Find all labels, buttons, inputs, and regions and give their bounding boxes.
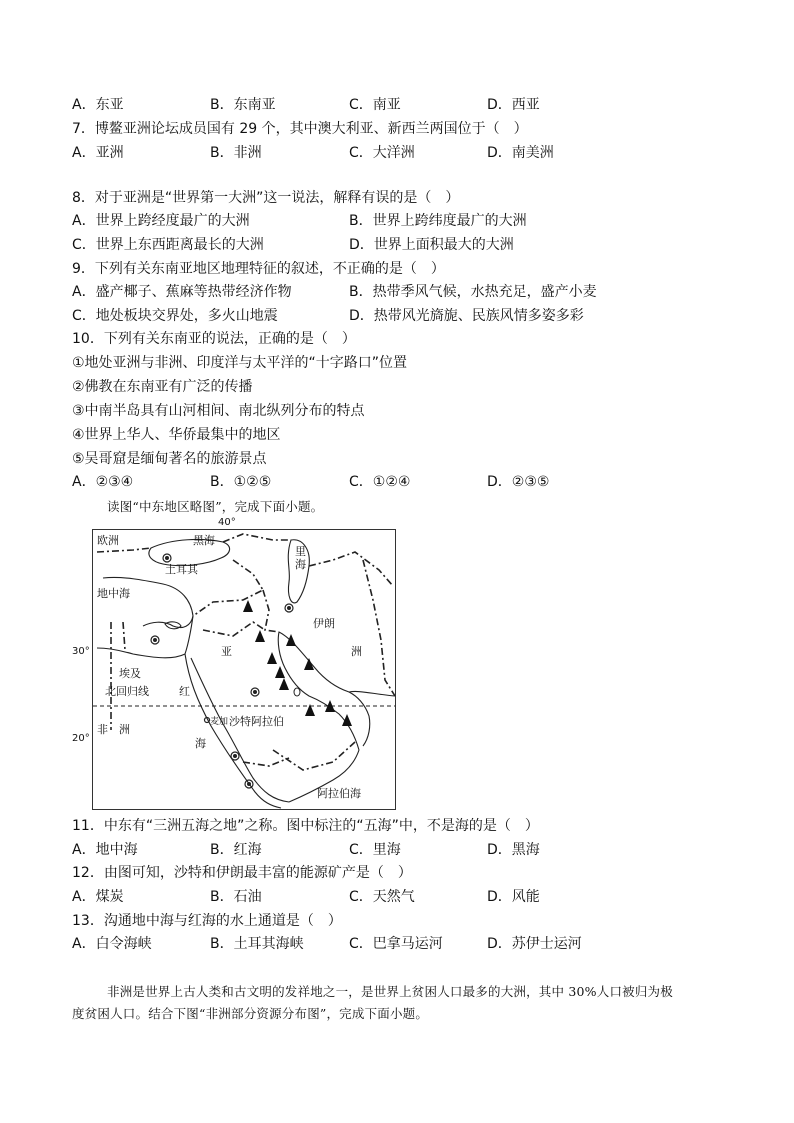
q10-statement-1: ①地处亚洲与非洲、印度洋与太平洋的“十字路口”位置 <box>72 355 408 371</box>
oil-derrick-icon <box>243 600 253 612</box>
red-sea-east-coast <box>191 658 289 802</box>
q9-stem: 9．下列有关东南亚地区地理特征的叙述，不正确的是（ ） <box>72 261 445 277</box>
iran-south-coast <box>349 691 395 696</box>
oil-derrick-icon <box>267 652 277 664</box>
map-label-caspian-2: 海 <box>295 558 306 571</box>
oil-derrick-icon <box>255 630 265 642</box>
africa-intro-line-1: 非洲是世界上古人类和古文明的发祥地之一，是世界上贫困人口最多的大洲，其中 30%人口被归为极 <box>107 984 673 999</box>
q7-option-a[interactable]: A．亚洲 <box>72 145 124 161</box>
europe-asia-boundary <box>97 548 151 552</box>
iran-north-border <box>309 552 393 586</box>
longitude-40-label: 40° <box>218 517 236 528</box>
cyprus-island <box>165 622 181 629</box>
map-label-europe: 欧洲 <box>97 534 119 547</box>
latitude-30-label: 30° <box>72 646 90 657</box>
q12-option-c[interactable]: C．天然气 <box>349 889 415 905</box>
map-label-red-1: 红 <box>179 685 190 698</box>
map-label-mediterranean: 地中海 <box>97 587 130 600</box>
q8-option-b[interactable]: B．世界上跨纬度最广的大洲 <box>349 213 527 229</box>
capital-city-icon <box>245 780 253 788</box>
arabia-interior-border <box>273 742 355 770</box>
map-label-turkey: 土耳其 <box>165 563 198 576</box>
iran-east-border <box>363 560 395 696</box>
map-label-mecca: 麦加 <box>210 717 229 727</box>
q9-option-b[interactable]: B．热带季风气候，水热充足，盛产小麦 <box>349 284 597 300</box>
black-sea-coast <box>149 540 230 566</box>
q12-option-b[interactable]: B．石油 <box>210 889 262 905</box>
map-label-asia-2: 洲 <box>351 645 362 658</box>
map-label-caspian-1: 里 <box>295 545 306 558</box>
q7-option-b[interactable]: B．非洲 <box>210 145 262 161</box>
yemen-border <box>243 758 289 766</box>
capital-city-icon <box>251 688 259 696</box>
q13-option-c[interactable]: C．巴拿马运河 <box>349 936 443 952</box>
map-label-arabian-sea: 阿拉伯海 <box>317 787 361 800</box>
q10-option-b[interactable]: B．①②⑤ <box>210 474 272 490</box>
q6-option-d[interactable]: D．西亚 <box>487 97 540 113</box>
arabia-north-border <box>203 622 265 636</box>
middle-east-map <box>92 529 396 810</box>
q8-option-a[interactable]: A．世界上跨经度最广的大洲 <box>72 213 250 229</box>
oil-derrick-icon <box>275 666 285 678</box>
map-label-africa: 非 洲 <box>97 723 130 736</box>
q10-statement-3: ③中南半岛具有山河相间、南北纵列分布的特点 <box>72 403 365 419</box>
map-label-tropic: 北回归线 <box>105 685 149 698</box>
map-label-black-sea: 黑海 <box>193 534 215 547</box>
q9-option-d[interactable]: D．热带风光旖旎、民族风情多姿多彩 <box>349 308 584 324</box>
q6-option-c[interactable]: C．南亚 <box>349 97 401 113</box>
q7-stem: 7．博鳌亚洲论坛成员国有 29 个，其中澳大利亚、新西兰两国位于（ ） <box>72 121 528 137</box>
q11-option-b[interactable]: B．红海 <box>210 842 262 858</box>
capital-city-icon <box>285 604 293 612</box>
oil-derrick-icon <box>342 714 352 726</box>
q6-option-b[interactable]: B．东南亚 <box>210 97 276 113</box>
latitude-20-label: 20° <box>72 733 90 744</box>
q10-option-a[interactable]: A．②③④ <box>72 474 134 490</box>
q7-option-c[interactable]: C．大洋洲 <box>349 145 415 161</box>
capital-city-icon <box>151 636 159 644</box>
q10-stem: 10．下列有关东南亚的说法，正确的是（ ） <box>72 331 356 347</box>
q9-option-a[interactable]: A．盛产椰子、蕉麻等热带经济作物 <box>72 284 292 300</box>
q11-option-c[interactable]: C．里海 <box>349 842 401 858</box>
map-label-iran: 伊朗 <box>313 617 335 630</box>
q6-option-a[interactable]: A．东亚 <box>72 97 124 113</box>
map-label-red-2: 海 <box>195 737 206 750</box>
q9-option-c[interactable]: C．地处板块交界处，多火山地震 <box>72 308 278 324</box>
map-label-asia-1: 亚 <box>221 645 232 658</box>
q7-option-d[interactable]: D．南美洲 <box>487 145 554 161</box>
q10-statement-2: ②佛教在东南亚有广泛的传播 <box>72 379 253 395</box>
q8-option-d[interactable]: D．世界上面积最大的大洲 <box>349 237 514 253</box>
map-label-egypt: 埃及 <box>119 667 141 680</box>
anatolia-coast <box>103 577 193 627</box>
q11-option-d[interactable]: D．黑海 <box>487 842 540 858</box>
capital-city-icon <box>163 554 171 562</box>
q13-option-b[interactable]: B．土耳其海峡 <box>210 936 304 952</box>
map-label-saudi: 沙特阿拉伯 <box>229 715 284 728</box>
caspian-asia-boundary <box>223 534 291 542</box>
q12-stem: 12．由图可知，沙特和伊朗最丰富的能源矿产是（ ） <box>72 865 412 881</box>
oil-derrick-icon <box>304 658 314 670</box>
iran-west-border <box>263 590 279 632</box>
q13-option-a[interactable]: A．白令海峡 <box>72 936 152 952</box>
q11-stem: 11．中东有“三洲五海之地”之称。图中标注的“五海”中，不是海的是（ ） <box>72 818 539 834</box>
capital-city-icon <box>231 752 239 760</box>
oil-derrick-icon <box>286 634 296 646</box>
q8-option-c[interactable]: C．世界上东西距离最长的大洲 <box>72 237 264 253</box>
africa-intro-line-2: 度贫困人口。结合下图“非洲部分资源分布图”，完成下面小题。 <box>72 1006 429 1021</box>
q10-option-d[interactable]: D．②③⑤ <box>487 474 550 490</box>
map-intro: 读图“中东地区略图”，完成下面小题。 <box>107 499 324 514</box>
turkey-border <box>193 560 263 616</box>
q12-option-d[interactable]: D．风能 <box>487 889 540 905</box>
q13-stem: 13．沟通地中海与红海的水上通道是（ ） <box>72 913 342 929</box>
q10-statement-4: ④世界上华人、华侨最集中的地区 <box>72 427 281 443</box>
q11-option-a[interactable]: A．地中海 <box>72 842 138 858</box>
q10-option-c[interactable]: C．①②④ <box>349 474 411 490</box>
island <box>294 688 300 696</box>
q13-option-d[interactable]: D．苏伊士运河 <box>487 936 582 952</box>
q8-stem: 8．对于亚洲是“世界第一大洲”这一说法，解释有误的是（ ） <box>72 190 460 206</box>
q10-statement-5: ⑤吴哥窟是缅甸著名的旅游景点 <box>72 451 267 467</box>
oil-derrick-icon <box>279 678 289 690</box>
q12-option-a[interactable]: A．煤炭 <box>72 889 124 905</box>
